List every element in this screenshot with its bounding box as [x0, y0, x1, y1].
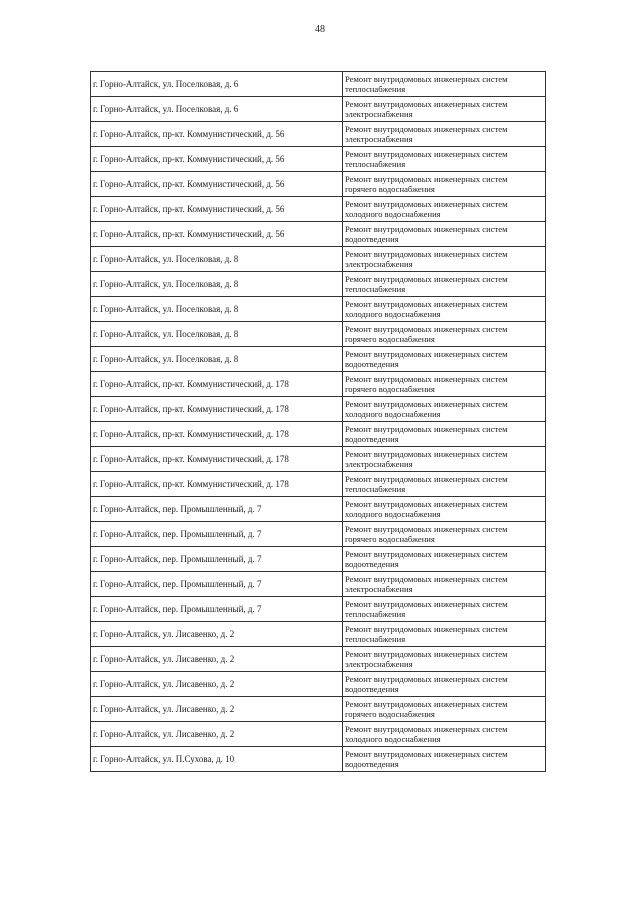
- address-cell: г. Горно-Алтайск, ул. Поселковая, д. 8: [91, 247, 343, 272]
- work-system-line: теплоснабжения: [345, 84, 406, 94]
- work-type-cell: [343, 172, 546, 197]
- work-type-line: Ремонт внутридомовых инженерных систем: [345, 398, 508, 409]
- work-system-line: теплоснабжения: [345, 634, 406, 644]
- table-row: [91, 697, 546, 722]
- repair-register-table: [90, 71, 546, 772]
- address-cell: г. Горно-Алтайск, ул. П.Сухова, д. 10: [91, 747, 343, 772]
- table-row: [91, 347, 546, 372]
- address-cell: г. Горно-Алтайск, пр-кт. Коммунистический, д. 178: [91, 447, 343, 472]
- work-type-line: Ремонт внутридомовых инженерных систем: [345, 173, 508, 184]
- work-type-cell: [343, 547, 546, 572]
- work-type-cell: [343, 697, 546, 722]
- work-type-cell: [343, 572, 546, 597]
- address-cell: г. Горно-Алтайск, пр-кт. Коммунистический, д. 178: [91, 422, 343, 447]
- work-type-line: Ремонт внутридомовых инженерных систем: [345, 623, 508, 634]
- table-row: [91, 622, 546, 647]
- table-row: [91, 522, 546, 547]
- address-cell: г. Горно-Алтайск, пр-кт. Коммунистический, д. 178: [91, 472, 343, 497]
- address-cell: г. Горно-Алтайск, пр-кт. Коммунистический, д. 56: [91, 172, 343, 197]
- work-type-line: Ремонт внутридомовых инженерных систем: [345, 748, 508, 759]
- address-cell: г. Горно-Алтайск, пр-кт. Коммунистический, д. 56: [91, 222, 343, 247]
- work-type-cell: [343, 672, 546, 697]
- work-type-cell: [343, 247, 546, 272]
- address-cell: г. Горно-Алтайск, пер. Промышленный, д. 7: [91, 597, 343, 622]
- work-system-line: холодного водоснабжения: [345, 509, 441, 519]
- work-type-cell: [343, 122, 546, 147]
- table-row: [91, 297, 546, 322]
- work-system-line: теплоснабжения: [345, 484, 406, 494]
- work-type-line: Ремонт внутридомовых инженерных систем: [345, 198, 508, 209]
- work-type-line: Ремонт внутридомовых инженерных систем: [345, 523, 508, 534]
- work-system-line: электроснабжения: [345, 259, 413, 269]
- table-row: [91, 172, 546, 197]
- table-row: [91, 322, 546, 347]
- work-type-cell: [343, 447, 546, 472]
- work-type-line: Ремонт внутридомовых инженерных систем: [345, 573, 508, 584]
- work-type-line: Ремонт внутридомовых инженерных систем: [345, 223, 508, 234]
- work-system-line: электроснабжения: [345, 109, 413, 119]
- work-type-line: Ремонт внутридомовых инженерных систем: [345, 123, 508, 134]
- address-cell: г. Горно-Алтайск, ул. Лисавенко, д. 2: [91, 622, 343, 647]
- work-type-line: Ремонт внутридомовых инженерных систем: [345, 298, 508, 309]
- address-cell: г. Горно-Алтайск, ул. Поселковая, д. 8: [91, 297, 343, 322]
- work-type-cell: [343, 747, 546, 772]
- work-type-line: Ремонт внутридомовых инженерных систем: [345, 648, 508, 659]
- work-type-cell: [343, 97, 546, 122]
- work-type-line: Ремонт внутридомовых инженерных систем: [345, 73, 508, 84]
- work-system-line: электроснабжения: [345, 134, 413, 144]
- work-system-line: горячего водоснабжения: [345, 384, 435, 394]
- work-type-line: Ремонт внутридомовых инженерных систем: [345, 698, 508, 709]
- address-cell: г. Горно-Алтайск, ул. Лисавенко, д. 2: [91, 697, 343, 722]
- page-number: 48: [315, 24, 325, 35]
- work-system-line: холодного водоснабжения: [345, 309, 441, 319]
- work-type-line: Ремонт внутридомовых инженерных систем: [345, 548, 508, 559]
- address-cell: г. Горно-Алтайск, ул. Поселковая, д. 6: [91, 97, 343, 122]
- work-type-line: Ремонт внутридомовых инженерных систем: [345, 98, 508, 109]
- table-row: [91, 497, 546, 522]
- table-row: [91, 747, 546, 772]
- address-cell: г. Горно-Алтайск, пр-кт. Коммунистический, д. 178: [91, 397, 343, 422]
- work-type-line: Ремонт внутридомовых инженерных систем: [345, 148, 508, 159]
- work-type-cell: [343, 497, 546, 522]
- table-row: [91, 247, 546, 272]
- work-type-line: Ремонт внутридомовых инженерных систем: [345, 373, 508, 384]
- table-row: [91, 272, 546, 297]
- work-system-line: водоотведения: [345, 559, 399, 569]
- work-type-line: Ремонт внутридомовых инженерных систем: [345, 348, 508, 359]
- work-type-line: Ремонт внутридомовых инженерных систем: [345, 273, 508, 284]
- table-row: [91, 222, 546, 247]
- work-type-line: Ремонт внутридомовых инженерных систем: [345, 598, 508, 609]
- address-cell: г. Горно-Алтайск, ул. Поселковая, д. 6: [91, 72, 343, 97]
- work-type-line: Ремонт внутридомовых инженерных систем: [345, 473, 508, 484]
- work-system-line: водоотведения: [345, 759, 399, 769]
- table-row: [91, 72, 546, 97]
- work-system-line: горячего водоснабжения: [345, 334, 435, 344]
- work-type-cell: [343, 647, 546, 672]
- work-type-line: Ремонт внутридомовых инженерных систем: [345, 248, 508, 259]
- table-row: [91, 597, 546, 622]
- table-row: [91, 547, 546, 572]
- work-type-line: Ремонт внутридомовых инженерных систем: [345, 323, 508, 334]
- work-system-line: теплоснабжения: [345, 609, 406, 619]
- table-row: [91, 422, 546, 447]
- work-type-cell: [343, 72, 546, 97]
- work-type-cell: [343, 197, 546, 222]
- work-type-cell: [343, 722, 546, 747]
- address-cell: г. Горно-Алтайск, пр-кт. Коммунистический, д. 178: [91, 372, 343, 397]
- table-row: [91, 647, 546, 672]
- work-system-line: холодного водоснабжения: [345, 409, 441, 419]
- table-row: [91, 397, 546, 422]
- address-cell: г. Горно-Алтайск, пр-кт. Коммунистический, д. 56: [91, 147, 343, 172]
- table-row: [91, 447, 546, 472]
- work-type-cell: [343, 272, 546, 297]
- work-system-line: теплоснабжения: [345, 284, 406, 294]
- work-system-line: горячего водоснабжения: [345, 534, 435, 544]
- table-row: [91, 372, 546, 397]
- address-cell: г. Горно-Алтайск, пер. Промышленный, д. 7: [91, 522, 343, 547]
- work-system-line: водоотведения: [345, 359, 399, 369]
- work-type-cell: [343, 322, 546, 347]
- work-system-line: горячего водоснабжения: [345, 184, 435, 194]
- address-cell: г. Горно-Алтайск, ул. Лисавенко, д. 2: [91, 672, 343, 697]
- work-system-line: электроснабжения: [345, 459, 413, 469]
- work-type-cell: [343, 222, 546, 247]
- address-cell: г. Горно-Алтайск, пер. Промышленный, д. 7: [91, 497, 343, 522]
- work-type-cell: [343, 397, 546, 422]
- work-type-line: Ремонт внутридомовых инженерных систем: [345, 423, 508, 434]
- address-cell: г. Горно-Алтайск, пер. Промышленный, д. 7: [91, 572, 343, 597]
- work-type-line: Ремонт внутридомовых инженерных систем: [345, 723, 508, 734]
- work-system-line: теплоснабжения: [345, 159, 406, 169]
- address-cell: г. Горно-Алтайск, пер. Промышленный, д. 7: [91, 547, 343, 572]
- table-row: [91, 122, 546, 147]
- table-row: [91, 722, 546, 747]
- table-row: [91, 147, 546, 172]
- work-type-cell: [343, 297, 546, 322]
- address-cell: г. Горно-Алтайск, ул. Лисавенко, д. 2: [91, 647, 343, 672]
- table-row: [91, 472, 546, 497]
- work-system-line: водоотведения: [345, 434, 399, 444]
- work-system-line: водоотведения: [345, 234, 399, 244]
- work-type-cell: [343, 522, 546, 547]
- table-row: [91, 572, 546, 597]
- address-cell: г. Горно-Алтайск, ул. Поселковая, д. 8: [91, 272, 343, 297]
- work-type-cell: [343, 422, 546, 447]
- work-system-line: горячего водоснабжения: [345, 709, 435, 719]
- work-system-line: электроснабжения: [345, 659, 413, 669]
- table-row: [91, 97, 546, 122]
- work-type-cell: [343, 147, 546, 172]
- address-cell: г. Горно-Алтайск, пр-кт. Коммунистический, д. 56: [91, 197, 343, 222]
- table-row: [91, 197, 546, 222]
- table-row: [91, 672, 546, 697]
- work-system-line: холодного водоснабжения: [345, 734, 441, 744]
- work-type-cell: [343, 472, 546, 497]
- work-type-line: Ремонт внутридомовых инженерных систем: [345, 673, 508, 684]
- work-system-line: холодного водоснабжения: [345, 209, 441, 219]
- address-cell: г. Горно-Алтайск, ул. Поселковая, д. 8: [91, 347, 343, 372]
- repair-register-body: [91, 72, 546, 772]
- address-cell: г. Горно-Алтайск, пр-кт. Коммунистический, д. 56: [91, 122, 343, 147]
- work-type-cell: [343, 597, 546, 622]
- work-type-cell: [343, 372, 546, 397]
- address-cell: г. Горно-Алтайск, ул. Поселковая, д. 8: [91, 322, 343, 347]
- work-type-line: Ремонт внутридомовых инженерных систем: [345, 498, 508, 509]
- work-system-line: электроснабжения: [345, 584, 413, 594]
- work-type-cell: [343, 622, 546, 647]
- work-system-line: водоотведения: [345, 684, 399, 694]
- work-type-cell: [343, 347, 546, 372]
- address-cell: г. Горно-Алтайск, ул. Лисавенко, д. 2: [91, 722, 343, 747]
- work-type-line: Ремонт внутридомовых инженерных систем: [345, 448, 508, 459]
